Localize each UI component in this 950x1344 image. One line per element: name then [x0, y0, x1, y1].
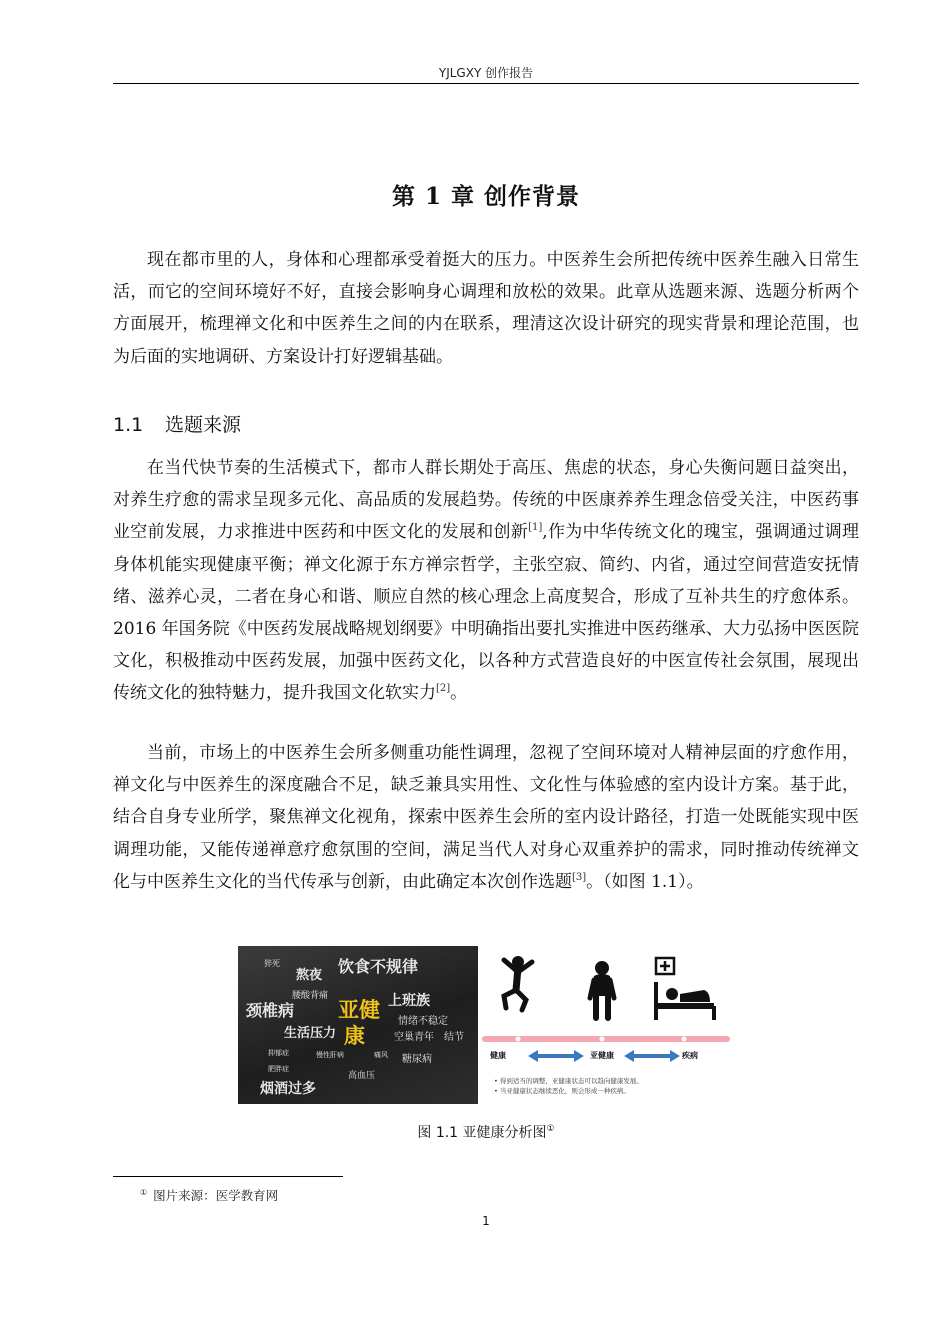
citation-ref[interactable]: [2]: [436, 683, 451, 695]
figure-note: • 当亚健康状态继续恶化，则会形成一种疾病。: [494, 1087, 630, 1095]
sick-person-in-bed-icon: [656, 958, 714, 1020]
word-cloud-term: 糖尿病: [402, 1054, 432, 1065]
figure-note: • 得到适当的调整，亚健康状态可以趋向健康发展。: [494, 1077, 643, 1085]
tired-person-icon: [590, 961, 614, 1018]
word-cloud-term: 高血压: [348, 1071, 376, 1081]
paragraph-text: 在当代快节奏的生活模式下，都市人群长期处于高压、焦虑的状态，身心失衡问题日益突出，对养生疗愈的需求呈现多元化、高品质的发展趋势。传统的中医康养养生理念倍受关注，中医药事业空前发展，力求推进中医药和中医文化的发展和创新: [113, 458, 859, 543]
word-cloud-panel: [238, 946, 478, 1104]
chapter-title: 第 1 章 创作背景: [391, 183, 581, 210]
stage-marker: [600, 1037, 605, 1042]
page-number: 1: [482, 1214, 490, 1228]
citation-ref[interactable]: [1]: [528, 522, 543, 534]
word-cloud-term: 腰酸背痛: [292, 991, 329, 1001]
double-arrow-icon: [528, 1050, 584, 1062]
word-cloud-term: 熬夜: [296, 968, 323, 983]
word-cloud-term: 猝死: [264, 959, 280, 968]
word-cloud-term: 肥胖症: [268, 1065, 289, 1073]
word-cloud-term: 颈椎病: [246, 1001, 295, 1020]
word-cloud-term: 空巢青年: [394, 1032, 434, 1043]
word-cloud-term-highlight: 康: [344, 1024, 365, 1048]
running-header: YJLGXY 创作报告: [438, 66, 534, 80]
stage-marker: [682, 1037, 687, 1042]
word-cloud-term: 烟酒过多: [260, 1081, 316, 1097]
stage-label-disease: 疾病: [682, 1051, 698, 1060]
word-cloud-term: 上班族: [388, 993, 430, 1009]
paragraph-text: 。（如图 1.1）。: [586, 871, 704, 892]
footnote-mark[interactable]: ①: [546, 1124, 555, 1134]
intro-paragraph: 现在都市里的人，身体和心理都承受着挺大的压力。中医养生会所把传统中医养生融入日常生活，而它的空间环境好不好，直接会影响身心调理和放松的效果。此章从选题来源、选题分析两个方面展开，梳理禅文化和中医养生之间的内在联系，理清这次设计研究的现实背景和理论范围，也为后面的实地调研、方案设计打好逻辑基础。: [113, 250, 859, 367]
word-cloud-term-highlight: 亚健: [338, 998, 380, 1022]
paragraph-text: ,作为中华传统文化的瑰宝，强调通过调理身体机能实现健康平衡；禅文化源于东方禅宗哲学，主张空寂、简约、内省，通过空间营造安抚情绪、滋养心灵，二者在身心和谐、顺应自然的核心理念上高度契合，形成了互补共生的疗愈体系。2016 年国务院《中医药发展战略规划纲要》中明确指出要扎实推进中医药继承、大力弘扬中医医院文化，积极推动中医药发展，加强中医药文化，以各种方式营造良好的中医宣传社会氛围，展现出传统文化的独特魅力，提升我国文化软实力: [113, 522, 860, 704]
paragraph-text: 当前，市场上的中医养生会所多侧重功能性调理，忽视了空间环境对人精神层面的疗愈作用，禅文化与中医养生的深度融合不足，缺乏兼具实用性、文化性与体验感的室内设计方案。基于此，结合自身专业所学，聚焦禅文化视角，探索中医养生会所的室内设计路径，打造一处既能实现中医调理功能，又能传递禅意疗愈氛围的空间，满足当代人对身心双重养护的需求，同时推动传统禅文化与中医养生文化的当代传承与创新，由此确定本次创作选题: [113, 743, 859, 892]
paragraph-current-market: [113, 737, 859, 898]
footnote-rule: [113, 1176, 343, 1177]
word-cloud-term: 结节: [444, 1032, 464, 1043]
stage-label-healthy: 健康: [490, 1051, 506, 1060]
word-cloud-term: 情绪不稳定: [398, 1016, 448, 1027]
paragraph-text: 。: [450, 683, 468, 704]
section-title-text: 选题来源: [165, 414, 242, 436]
word-cloud-term: 慢性肝病: [316, 1051, 344, 1059]
figure-caption: [113, 1122, 859, 1142]
double-arrow-icon: [624, 1050, 680, 1062]
health-stages-panel: [478, 946, 734, 1104]
stage-marker: [516, 1037, 521, 1042]
word-cloud-term: 抑郁症: [268, 1049, 289, 1057]
word-cloud-term: 痛风: [374, 1051, 388, 1059]
footnote-mark: ①: [140, 1188, 148, 1197]
word-cloud-term: 饮食不规律: [338, 957, 419, 976]
citation-ref[interactable]: [3]: [572, 871, 587, 883]
figure-sub-health: [238, 946, 734, 1104]
header-rule: [113, 83, 859, 84]
footnote: [140, 1186, 278, 1204]
stage-label-sub-healthy: 亚健康: [590, 1051, 614, 1060]
word-cloud-term: 生活压力: [284, 1026, 337, 1041]
paragraph-topic-source: [113, 452, 859, 710]
section-number: 1.1: [113, 414, 144, 436]
caption-text: 图 1.1 亚健康分析图: [417, 1125, 547, 1141]
section-heading: [113, 410, 241, 437]
healthy-person-icon: [504, 956, 532, 1010]
footnote-text: 图片来源：医学教育网: [153, 1188, 279, 1203]
